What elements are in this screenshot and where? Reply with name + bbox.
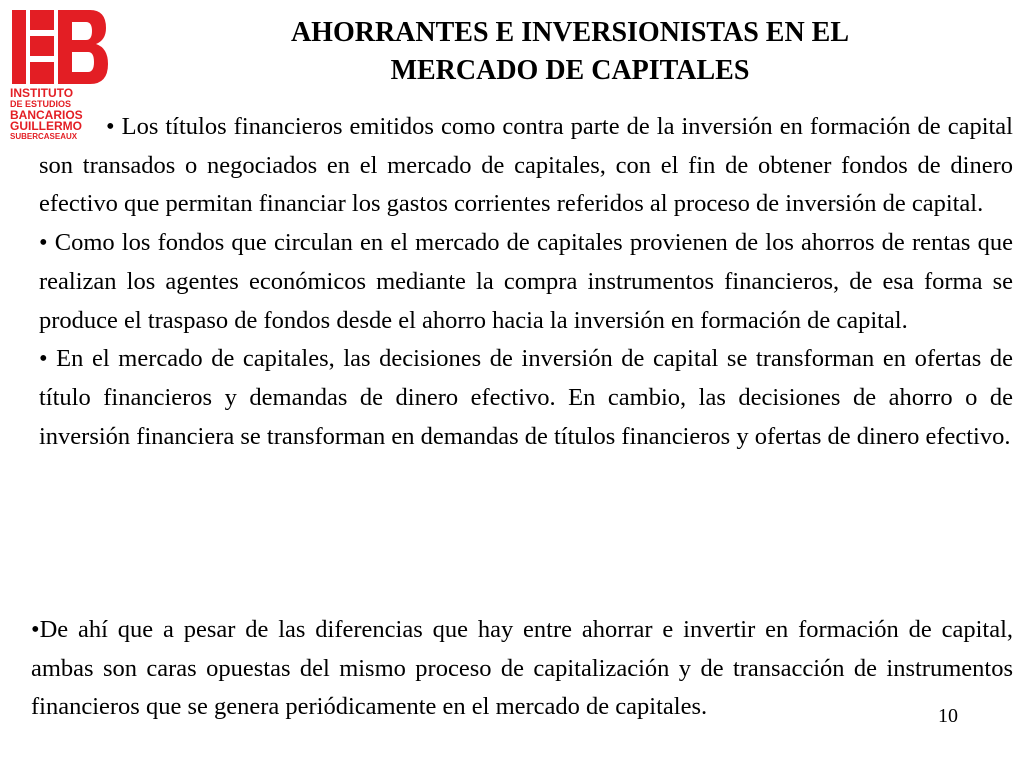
logo-line: INSTITUTO [10, 86, 74, 100]
bullet-paragraph: • Como los fondos que circulan en el mercado de capitales provienen de los ahorros de rentas que realizan los agentes económicos mediante la compra instrumentos financieros, de esa forma se produce el traspaso de fondos desde el ahorro hacia la inversión en formación de capital. [39, 229, 1013, 334]
logo-mark-icon [10, 10, 108, 84]
logo-line: BANCARIOS [10, 108, 83, 122]
logo-line: SUBERCASEAUX [10, 132, 78, 141]
closing-paragraph: •De ahí que a pesar de las diferencias que hay entre ahorrar e invertir en formación de capital, ambas son caras opuestas del mismo proceso de capitalización y de transacción de instrumentos financieros que se genera periódicamente en el mercado de capitales. [31, 616, 1013, 721]
bullet-paragraph: • En el mercado de capitales, las decisiones de inversión de capital se transforman en ofertas de título financieros y demandas de dinero efectivo. En cambio, las decisiones de ahorro o de inversión financiera se transforman en demandas de títulos financieros y ofertas de dinero efectivo. [39, 345, 1013, 450]
title-line-1: AHORRANTES E INVERSIONISTAS EN EL [290, 17, 850, 48]
page-number: 10 [938, 705, 958, 727]
logo-line: DE ESTUDIOS [10, 99, 72, 109]
slide-title [200, 14, 940, 90]
slide-body [39, 108, 1013, 456]
logo-line: GUILLERMO [10, 119, 82, 133]
title-line-2: MERCADO DE CAPITALES [390, 55, 750, 86]
bullet-paragraph: • Los títulos financieros emitidos como contra parte de la inversión en formación de capital son transados o negociados en el mercado de capitales, con el fin de obtener fondos de dinero efectivo que permitan financiar los gastos corrientes referidos al proceso de inversión de capital. [39, 113, 1013, 218]
